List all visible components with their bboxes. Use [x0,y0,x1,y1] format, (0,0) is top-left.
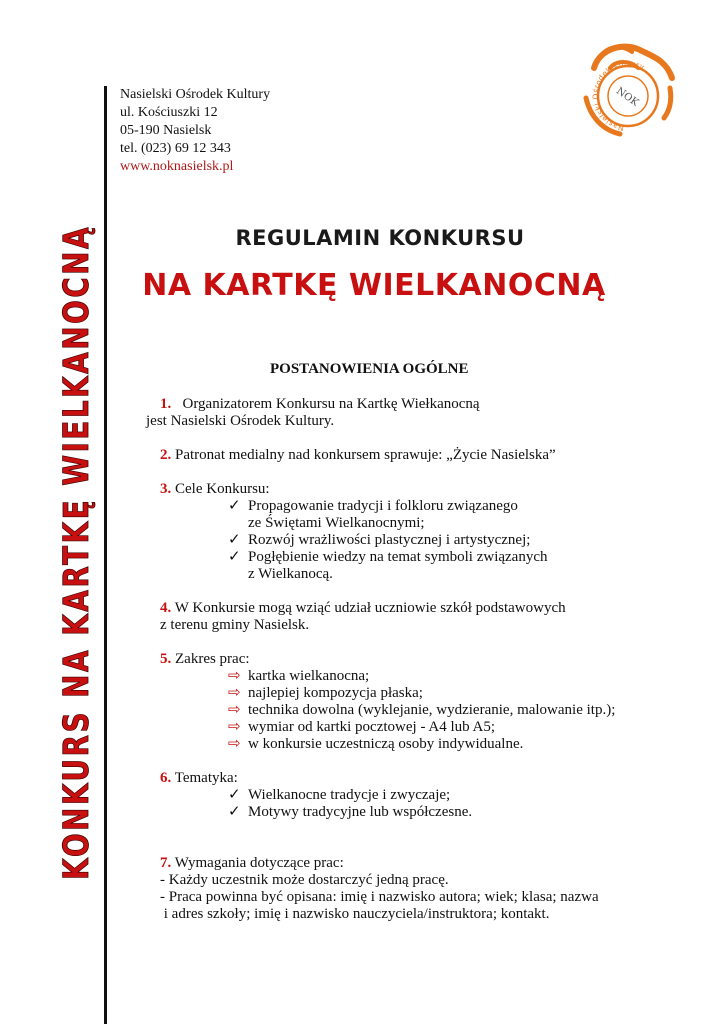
theme-item [160,787,680,804]
point-1-number: 1. [160,396,172,412]
arrow-right-icon: ⇨ [228,702,241,718]
checkmark-icon: ✓ [228,804,241,820]
scope-item [160,736,680,753]
point-1-line-2: jest Nasielski Ośrodek Kultury. [146,413,335,429]
side-title-text: KONKURS NA KARTKĘ WIELKANOCNĄ [57,60,97,880]
point-5-label: Zakres prac: [175,651,250,667]
point-7-label: Wymagania dotyczące prac: [174,855,344,871]
arrow-right-icon: ⇨ [228,736,241,752]
arrow-right-icon: ⇨ [228,668,241,684]
org-name: Nasielski Ośrodek Kultury [120,87,271,102]
theme-item [160,804,680,821]
org-street: ul. Kościuszki 12 [120,105,218,120]
scope-item-text: wymiar od kartki pocztowej - A4 lub A5; [248,719,496,735]
scope-item-text: najlepiej kompozycja płaska; [248,685,423,701]
goal-item-text: Propagowanie tradycji i folkloru związanego [248,498,518,514]
point-2-number: 2. [160,447,172,463]
nok-logo [580,38,676,138]
title-line-1: REGULAMIN KONKURSU [235,226,525,250]
goal-item-continuation: z Wielkanocą. [248,566,333,582]
scope-item [160,719,680,736]
scope-item-text: technika dowolna (wyklejanie, wydzieranie, malowanie itp.); [248,702,616,718]
scope-item-text: kartka wielkanocna; [248,668,370,684]
point-1-line-1: Organizatorem Konkursu na Kartkę Wiełkanocną [182,396,480,412]
point-3-number: 3. [160,481,172,497]
vertical-side-title [4,0,134,1024]
theme-item-text: Wielkanocne tradycje i zwyczaje; [248,787,451,803]
org-website-link[interactable]: www.noknasielsk.pl [120,159,234,174]
organization-header [120,86,270,176]
requirement-line: - Praca powinna być opisana: imię i nazwisko autora; wiek; klasa; nazwa [160,889,599,905]
checkmark-icon: ✓ [228,532,241,548]
goal-item-continuation: ze Świętami Wielkanocnymi; [248,515,425,531]
goal-item [160,532,680,549]
checkmark-icon: ✓ [228,498,241,514]
scope-item [160,685,680,702]
arrow-right-icon: ⇨ [228,719,241,735]
point-6 [160,770,680,787]
checkmark-icon: ✓ [228,787,241,803]
arrow-right-icon: ⇨ [228,685,241,701]
regulations-body [146,396,680,923]
point-6-number: 6. [160,770,172,786]
goal-item-text: Rozwój wrażliwości plastycznej i artystycznej; [248,532,531,548]
scope-item-text: w konkursie uczestniczą osoby indywidualne. [248,736,524,752]
theme-item-text: Motywy tradycyjne lub współczesne. [248,804,473,820]
goal-item-text: Pogłębienie wiedzy na temat symboli związanych [248,549,548,565]
checkmark-icon: ✓ [228,549,241,565]
org-phone: tel. (023) 69 12 343 [120,141,231,156]
point-4-line-1: W Konkursie mogą wziąć udział uczniowie szkół podstawowych [174,600,566,616]
point-5-number: 5. [160,651,172,667]
point-6-label: Tematyka: [174,770,238,786]
point-7-number: 7. [160,855,172,871]
org-postal: 05-190 Nasielsk [120,123,212,138]
requirement-line: i adres szkoły; imię i nazwisko nauczyciela/instruktora; kontakt. [160,906,550,922]
point-4-line-2: z terenu gminy Nasielsk. [160,617,310,633]
scope-item [160,702,680,719]
section-heading: POSTANOWIENIA OGÓLNE [270,361,469,377]
logo-ring-text: Nasielski Ośrodek Kultury [591,58,647,133]
point-1 [160,396,680,413]
title-line-2: NA KARTKĘ WIELKANOCNĄ [142,268,606,303]
point-3 [160,481,680,498]
goal-item [160,549,680,566]
point-2 [160,447,680,464]
point-4 [160,600,680,617]
point-2-text: Patronat medialny nad konkursem sprawuje: „Życie Nasielska” [175,447,556,463]
scope-item [160,668,680,685]
point-4-number: 4. [160,600,172,616]
requirement-line: - Każdy uczestnik może dostarczyć jedną pracę. [160,872,449,888]
point-5 [160,651,680,668]
goal-item [160,498,680,515]
point-7 [160,855,680,872]
logo-center-text: NOK [613,85,641,109]
point-3-label: Cele Konkursu: [175,481,270,497]
